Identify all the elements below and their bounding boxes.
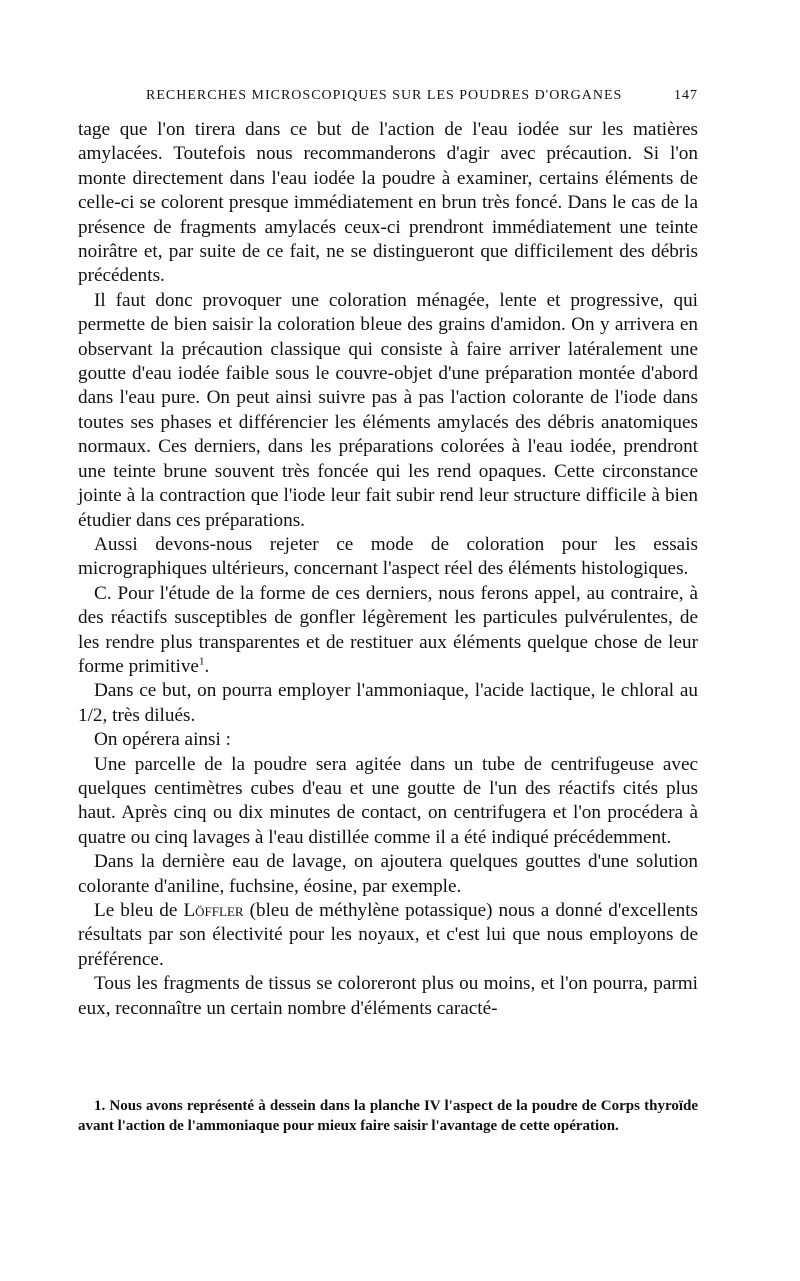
footnote-text: 1. Nous avons représenté à dessein dans la planche IV l'aspect de la poudre de Corps thyroïde avant l'action de l'ammoniaque pour mieux faire saisir l'avantage de cette opération. bbox=[78, 1098, 698, 1134]
section-c-text: C. Pour l'étude de la forme de ces derniers, nous ferons appel, au contraire, à des réactifs susceptibles de gonfler légèrement les particules pulvérulentes, de les rendre plus transparentes et de restituer aux éléments quelque chose de leur forme primitive bbox=[78, 582, 698, 677]
loffler-prefix: Le bleu de bbox=[94, 900, 178, 921]
paragraph-continuation: tage que l'on tirera dans ce but de l'action de l'eau iodée sur les matières amylacées. Toutefois nous recommanderons d'agir avec précaution. Si l'on monte directement dans l'eau iodée la poudre à examiner, certains éléments de celle-ci se colorent presque immédiatement en brun très foncé. Dans le cas de la présence de fragments amylacés ceux-ci prendront immédiatement une teinte noirâtre et, par suite de ce fait, ne se distingueront que difficilement des débris précédents. bbox=[78, 119, 698, 287]
paragraph-fragments: Tous les fragments de tissus se coloreront plus ou moins, et l'on pourra, parmi eux, reconnaître un certain nombre d'éléments caracté- bbox=[78, 973, 698, 1019]
running-head bbox=[78, 88, 698, 112]
paragraph-coloration: Il faut donc provoquer une coloration ménagée, lente et progressive, qui permette de bien saisir la coloration bleue des grains d'amidon. On y arrivera en observant la précaution classique qui consiste à faire arriver latéralement une goutte d'eau iodée faible sous le couvre-objet d'une préparation montée d'abord dans l'eau pure. On peut ainsi suivre pas à pas l'action colorante de l'iode dans toutes ses phases et différencier les éléments amylacés des débris anatomiques normaux. Ces derniers, dans les préparations colorées à l'eau iodée, prendront une teinte brune souvent très foncée qui les rend opaques. Cette circonstance jointe à la contraction que l'iode leur fait subir rend leur structure difficile à bien étudier dans ces préparations. bbox=[78, 289, 698, 531]
loffler-name: Löffler bbox=[183, 900, 244, 921]
footnote bbox=[78, 1097, 698, 1136]
page-number: 147 bbox=[674, 88, 698, 103]
paragraph-operera: On opérera ainsi : bbox=[94, 729, 231, 751]
footnote-reference: 1 bbox=[198, 655, 205, 668]
paragraph-rejeter: Aussi devons-nous rejeter ce mode de coloration pour les essais micrographiques ultérieurs, concernant l'aspect réel des éléments histologiques. bbox=[78, 533, 698, 580]
paragraph-reactifs: Dans ce but, on pourra employer l'ammoniaque, l'acide lactique, le chloral au 1/2, très dilués. bbox=[78, 680, 698, 726]
body-text bbox=[78, 118, 698, 1021]
paragraph-centrifugeuse: Une parcelle de la poudre sera agitée dans un tube de centrifugeuse avec quelques centimètres cubes d'eau et une goutte de l'un des réactifs cités plus haut. Après cinq ou dix minutes de contact, on centrifugera et l'on procédera à quatre ou cinq lavages à l'eau distillée comme il a été indiqué précédemment. bbox=[78, 753, 698, 848]
page bbox=[78, 88, 698, 1021]
paragraph-lavage: Dans la dernière eau de lavage, on ajoutera quelques gouttes d'une solution colorante d'aniline, fuchsine, éosine, par exemple. bbox=[78, 851, 698, 897]
paragraph-loffler bbox=[78, 899, 698, 972]
running-title: RECHERCHES MICROSCOPIQUES SUR LES POUDRES D'ORGANES bbox=[146, 88, 623, 103]
paragraph-section-c bbox=[78, 582, 698, 680]
loffler-text: (bleu de méthylène potassique) nous a donné d'excellents résultats par son électivité pour les noyaux, et c'est lui que nous employons de préférence. bbox=[78, 900, 699, 970]
section-c-end: . bbox=[204, 655, 210, 677]
